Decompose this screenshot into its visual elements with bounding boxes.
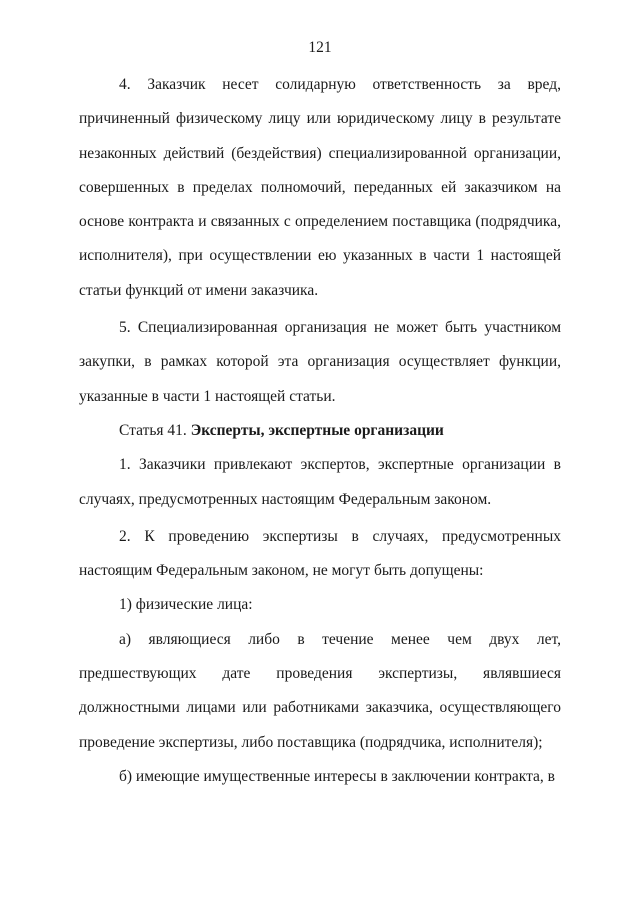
article-heading xyxy=(79,414,561,448)
paragraph-article-41-part-2: 2. К проведению экспертизы в случаях, предусмотренных настоящим Федеральным законом, не могут быть допущены: xyxy=(79,527,561,580)
document-body xyxy=(79,68,561,794)
article-number: Статья 41. xyxy=(119,421,191,439)
paragraph-item-1: 1) физические лица: xyxy=(119,596,253,614)
paragraph-part-5: 5. Специализированная организация не может быть участником закупки, в рамках которой эта организация осуществляет функции, указанные в части 1 настоящей статьи. xyxy=(79,319,561,405)
paragraph-subitem-b: б) имеющие имущественные интересы в заключении контракта, в xyxy=(119,767,555,785)
page-number: 121 xyxy=(308,39,332,56)
paragraph-part-4: 4. Заказчик несет солидарную ответственность за вред, причиненный физическому лицу или юридическому лицу в результате незаконных действий (бездействия) специализированной организации, совершенных в пределах полномочий, переданных ей заказчиком на основе контракта и связанных с определением поставщика (подрядчика, исполнителя), при осуществлении ею указанных в части 1 настоящей статьи функций от имени заказчика. xyxy=(79,76,561,299)
paragraph-article-41-part-1: 1. Заказчики привлекают экспертов, экспертные организации в случаях, предусмотренных настоящим Федеральным законом. xyxy=(79,456,561,508)
paragraph-subitem-a: а) являющиеся либо в течение менее чем двух лет, предшествующих дате проведения экспертизы, являвшиеся должностными лицами или работниками заказчика, осуществляющего проведение экспертизы, либо поставщика (подрядчика, исполнителя); xyxy=(79,630,561,751)
article-title: Эксперты, экспертные организации xyxy=(190,421,444,439)
